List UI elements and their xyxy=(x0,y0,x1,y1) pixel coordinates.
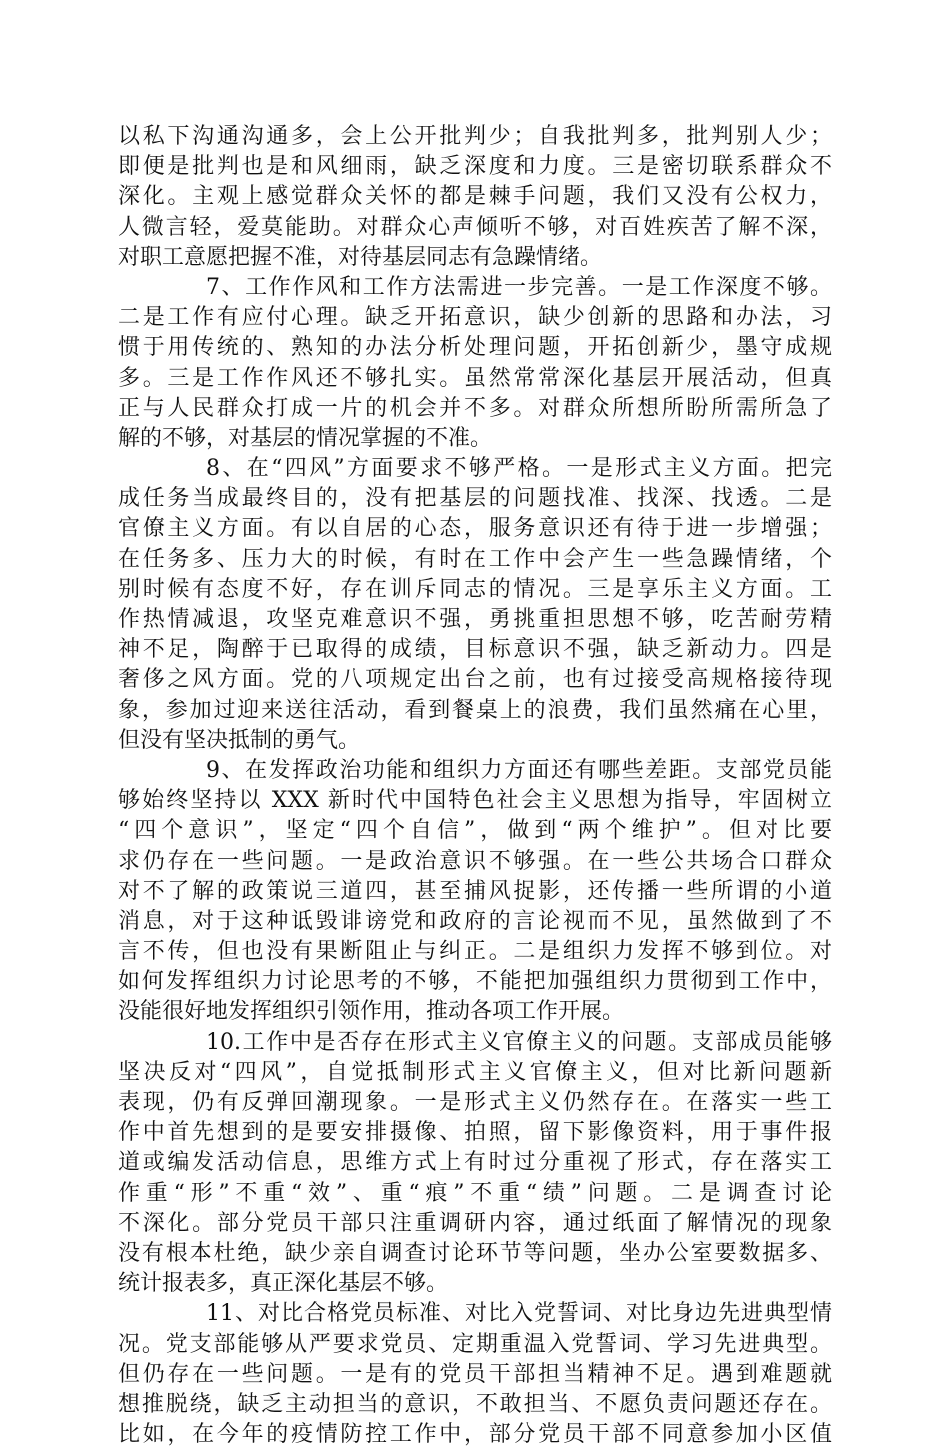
paragraph-heading-9: 9、在发挥政治功能和组织力方面还有哪些差距。支部党员能 xyxy=(206,757,832,783)
text-line: 对不了解的政策说三道四，甚至捕风捉影，还传播一些所谓的小道 xyxy=(118,878,832,904)
text-line: 想推脱绕，缺乏主动担当的意识，不敢担当、不愿负责问题还存在。 xyxy=(118,1391,832,1417)
text-line: 二是工作有应付心理。缺乏开拓意识，缺少创新的思路和办法，习 xyxy=(118,305,832,331)
text-line: 深化。主观上感觉群众关怀的都是棘手问题，我们又没有公权力， xyxy=(118,184,832,210)
text-line: 没能很好地发挥组织引领作用，推动各项工作开展。 xyxy=(118,999,625,1025)
text-line: 但没有坚决抵制的勇气。 xyxy=(118,727,361,753)
text-line: 对职工意愿把握不准，对待基层同志有急躁情绪。 xyxy=(118,244,603,270)
text-line: 多。三是工作作风还不够扎实。虽然常常深化基层开展活动，但真 xyxy=(118,365,832,391)
text-line: 奢侈之风方面。党的八项规定出台之前，也有过接受高规格接待现 xyxy=(118,667,832,693)
text-line: 在任务多、压力大的时候，有时在工作中会产生一些急躁情绪，个 xyxy=(118,546,832,572)
text-line: “四个意识”，坚定“四个自信”，做到“两个维护”。但对比要 xyxy=(118,818,832,844)
text-line: 别时候有态度不好，存在训斥同志的情况。三是享乐主义方面。工 xyxy=(118,576,832,602)
text-line: 表现，仍有反弹回潮现象。一是形式主义仍然存在。在落实一些工 xyxy=(118,1090,832,1115)
text-line: 消息，对于这种诋毁诽谤党和政府的言论视而不见，虽然做到了不 xyxy=(118,908,832,934)
text-line: 成任务当成最终目的，没有把基层的问题找准、找深、找透。二是 xyxy=(118,486,832,512)
text-line: 以私下沟通沟通多，会上公开批判少；自我批判多，批判别人少； xyxy=(118,124,832,149)
text-line: 况。党支部能够从严要求党员、定期重温入党誓词、学习先进典型。 xyxy=(118,1331,832,1357)
text-line: 作热情减退，攻坚克难意识不强，勇挑重担思想不够，吃苦耐劳精 xyxy=(118,607,832,632)
text-line: 象，参加过迎来送往活动，看到餐桌上的浪费，我们虽然痛在心里， xyxy=(118,697,832,723)
text-line: 够始终坚持以 XXX 新时代中国特色社会主义思想为指导，牢固树立 xyxy=(118,788,832,814)
text-line: 言不传，但也没有果断阻止与纠正。二是组织力发挥不够到位。对 xyxy=(118,939,832,965)
paragraph-heading-8: 8、在“四风”方面要求不够严格。一是形式主义方面。把完 xyxy=(206,456,832,482)
paragraph-heading-11: 11、对比合格党员标准、对比入党誓词、对比身边先进典型情 xyxy=(206,1301,832,1327)
text-line: 惯于用传统的、熟知的办法分析处理问题，开拓创新少，墨守成规 xyxy=(118,335,832,361)
paragraph-heading-7: 7、工作作风和工作方法需进一步完善。一是工作深度不够。 xyxy=(206,274,832,300)
text-line: 作中首先想到的是要安排摄像、拍照，留下影像资料，用于事件报 xyxy=(118,1120,832,1146)
text-line: 比如，在今年的疫情防控工作中，部分党员干部不同意参加小区值 xyxy=(118,1422,832,1448)
text-line: 即便是批判也是和风细雨，缺乏深度和力度。三是密切联系群众不 xyxy=(118,154,832,180)
text-line: 求仍存在一些问题。一是政治意识不够强。在一些公共场合口群众 xyxy=(118,848,832,874)
text-line: 解的不够，对基层的情况掌握的不准。 xyxy=(118,425,493,451)
text-line: 道或编发活动信息，思维方式上有时过分重视了形式，存在落实工 xyxy=(118,1150,832,1176)
text-line: 人微言轻，爱莫能助。对群众心声倾听不够，对百姓疾苦了解不深， xyxy=(118,214,832,240)
text-line: 如何发挥组织力讨论思考的不够，不能把加强组织力贯彻到工作中， xyxy=(118,969,832,995)
text-line: 不深化。部分党员干部只注重调研内容，通过纸面了解情况的现象 xyxy=(118,1210,832,1236)
text-line: 正与人民群众打成一片的机会并不多。对群众所想所盼所需所急了 xyxy=(118,395,832,421)
text-line: 坚决反对“四风”，自觉抵制形式主义官僚主义，但对比新问题新 xyxy=(118,1059,832,1085)
paragraph-heading-10: 10.工作中是否存在形式主义官僚主义的问题。支部成员能够 xyxy=(206,1029,832,1055)
text-line: 没有根本杜绝，缺少亲自调查讨论环节等问题，坐办公室要数据多、 xyxy=(118,1240,832,1266)
document-body xyxy=(118,122,832,1450)
text-line: 官僚主义方面。有以自居的心态，服务意识还有待于进一步增强； xyxy=(118,516,832,542)
text-line: 但仍存在一些问题。一是有的党员干部担当精神不足。遇到难题就 xyxy=(118,1361,832,1387)
text-line: 作重“形”不重“效”、重“痕”不重“绩”问题。二是调查讨论 xyxy=(118,1180,832,1206)
text-line: 统计报表多，真正深化基层不够。 xyxy=(118,1271,449,1297)
text-line: 神不足，陶醉于已取得的成绩，目标意识不强，缺乏新动力。四是 xyxy=(118,637,832,663)
